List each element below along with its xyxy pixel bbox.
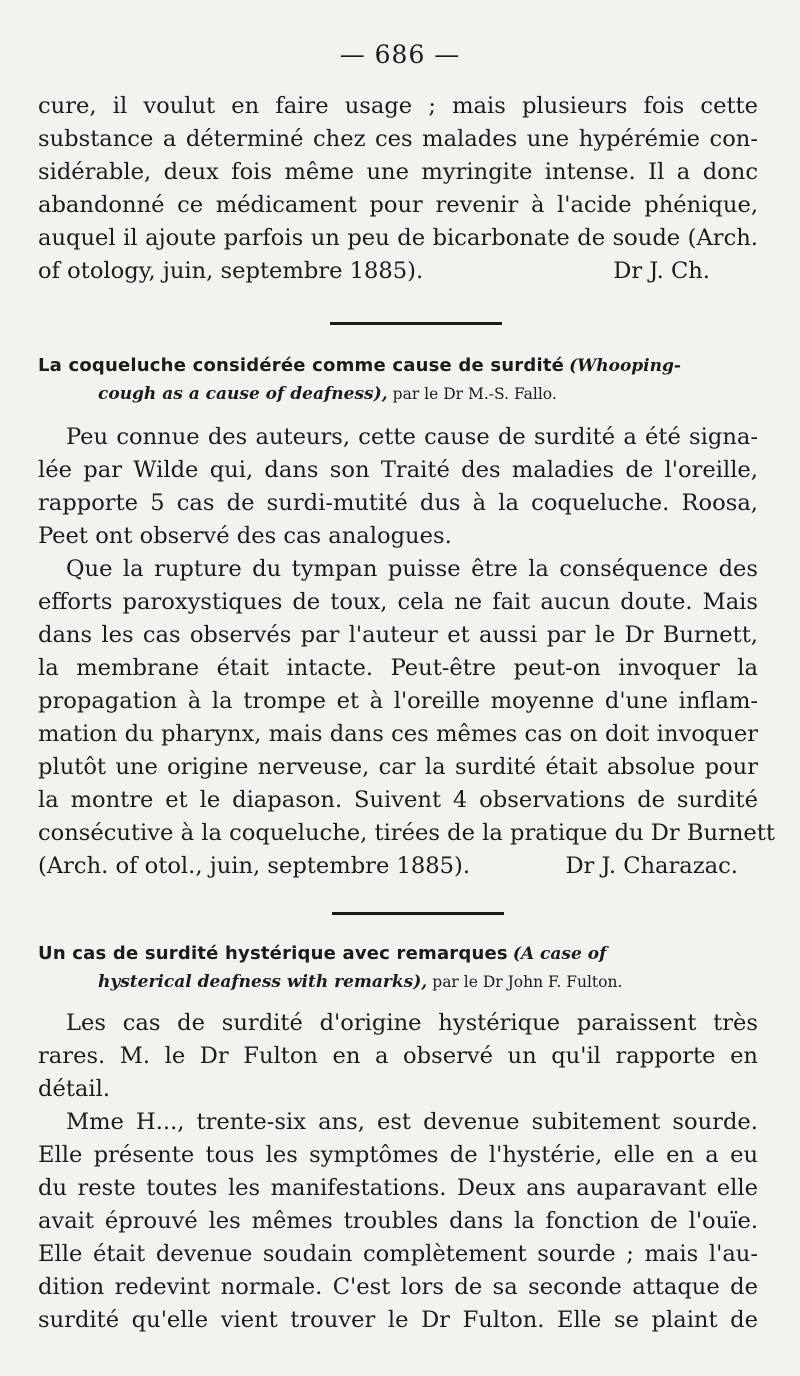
- text-line: cure, il voulut en faire usage ; mais plusieurs fois cette: [38, 93, 758, 119]
- text-line: efforts paroxystiques de toux, cela ne fait aucun doute. Mais: [38, 589, 758, 615]
- article2-title: Un cas de surdité hystérique avec remarques: [38, 943, 508, 964]
- text-line: mation du pharynx, mais dans ces mêmes cas on doit invoquer: [38, 721, 758, 747]
- heading-line: [38, 968, 758, 996]
- signature: Dr J. Ch.: [613, 258, 710, 284]
- article2-body: [38, 1007, 758, 1337]
- heading-line: [38, 940, 758, 968]
- page-number: — 686 —: [339, 40, 461, 69]
- section-divider: [330, 322, 502, 325]
- text-line: auquel il ajoute parfois un peu de bicarbonate de soude (Arch.: [38, 225, 758, 251]
- text-line: détail.: [38, 1076, 111, 1102]
- text-line: Que la rupture du tympan puisse être la conséquence des: [66, 556, 758, 582]
- text-line: consécutive à la coqueluche, tirées de la pratique du Dr Burnett: [38, 820, 775, 846]
- signature: Dr J. Charazac.: [565, 853, 738, 879]
- text-line: Elle était devenue soudain complètement sourde ; mais l'au-: [38, 1241, 758, 1267]
- text-line: dans les cas observés par l'auteur et aussi par le Dr Burnett,: [38, 622, 758, 648]
- text-line-with-signature: [38, 850, 758, 883]
- text-line: Mme H..., trente-six ans, est devenue subitement sourde.: [66, 1109, 758, 1135]
- text-line: lée par Wilde qui, dans son Traité des maladies de l'oreille,: [38, 457, 758, 483]
- text-line: Les cas de surdité d'origine hystérique paraissent très: [66, 1010, 758, 1036]
- article1-heading: [38, 352, 758, 408]
- article1-english-title-part1: (Whooping-: [569, 356, 681, 376]
- text-line: sidérable, deux fois même une myringite intense. Il a donc: [38, 159, 758, 185]
- heading-line: [38, 352, 758, 380]
- heading-line: [38, 380, 758, 408]
- text-line: du reste toutes les manifestations. Deux ans auparavant elle: [38, 1175, 758, 1201]
- text-line: Peet ont observé des cas analogues.: [38, 523, 452, 549]
- article2-heading: [38, 940, 758, 996]
- text-line: plutôt une origine nerveuse, car la surdité était absolue pour: [38, 754, 758, 780]
- article1-byline: par le Dr M.-S. Fallo.: [392, 385, 557, 403]
- text-line: rares. M. le Dr Fulton en a observé un qu'il rapporte en: [38, 1043, 758, 1069]
- text-line: surdité qu'elle vient trouver le Dr Fulton. Elle se plaint de: [38, 1307, 758, 1333]
- text-line-with-signature: [38, 255, 758, 288]
- text-line: dition redevint normale. C'est lors de sa seconde attaque de: [38, 1274, 758, 1300]
- text-line: la montre et le diapason. Suivent 4 observations de surdité: [38, 787, 758, 813]
- text-line: propagation à la trompe et à l'oreille moyenne d'une inflam-: [38, 688, 758, 714]
- text-line: avait éprouvé les mêmes troubles dans la fonction de l'ouïe.: [38, 1208, 758, 1234]
- text-line: of otology, juin, septembre 1885).: [38, 258, 424, 284]
- text-line: substance a déterminé chez ces malades une hypérémie con-: [38, 126, 758, 152]
- section-divider: [332, 912, 504, 915]
- article1-english-title-part2: cough as a cause of deafness),: [98, 384, 388, 404]
- text-line: Peu connue des auteurs, cette cause de surdité a été signa-: [66, 424, 758, 450]
- text-line: rapporte 5 cas de surdi-mutité dus à la coqueluche. Roosa,: [38, 490, 758, 516]
- text-line: abandonné ce médicament pour revenir à l'acide phénique,: [38, 192, 758, 218]
- article2-english-title-part2: hysterical deafness with remarks),: [98, 972, 428, 992]
- article2-english-title-part1: (A case of: [512, 944, 607, 964]
- text-line: la membrane était intacte. Peut-être peut-on invoquer la: [38, 655, 758, 681]
- article2-byline: par le Dr John F. Fulton.: [432, 973, 623, 991]
- text-line: (Arch. of otol., juin, septembre 1885).: [38, 853, 471, 879]
- text-line: Elle présente tous les symptômes de l'hystérie, elle en a eu: [38, 1142, 758, 1168]
- article1-title: La coqueluche considérée comme cause de surdité: [38, 355, 565, 376]
- article1-body: [38, 421, 775, 883]
- intro-paragraph: [38, 90, 758, 288]
